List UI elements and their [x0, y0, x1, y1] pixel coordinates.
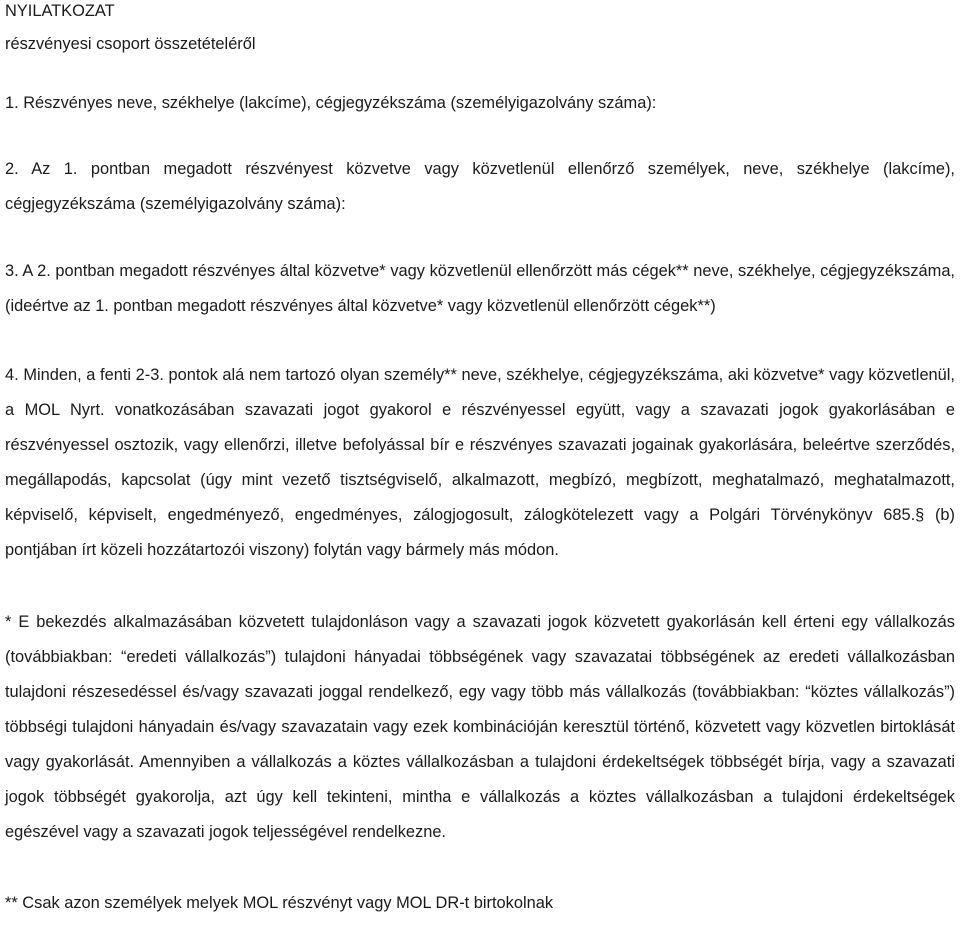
- item-2-controlling-persons: 2. Az 1. pontban megadott részvényest közvetve vagy közvetlenül ellenőrző személyek, neve, székhelye (lakcíme), cégjegyzékszáma (személyigazolvány száma):: [5, 160, 955, 213]
- document-subtitle: részvényesi csoport összetételéről: [5, 35, 256, 53]
- item-4-other-persons: 4. Minden, a fenti 2-3. pontok alá nem tartozó olyan személy** neve, székhelye, cégjegyzékszáma, aki közvetve* vagy közvetlenül, a MOL Nyrt. vonatkozásában szavazati jogot gyakorol e részvényessel együtt, vagy a szavazati jogok gyakorlásában e részvényessel osztozik, vagy ellenőrzi, illetve befolyással bír e részvényes szavazati jogainak gyakorlására, beleértve szerződés, megállapodás, kapcsolat (úgy mint vezető tisztségviselő, alkalmazott, megbízó, megbízott, meghatalmazó, meghatalmazott, képviselő, képviselt, engedményező, engedményes, zálogjogosult, zálogkötelezett vagy a Polgári Törvénykönyv 685.§ (b) pontjában írt közeli hozzátartozói viszony) folytán vagy bármely más módon.: [5, 366, 955, 559]
- footnote-indirect-ownership: * E bekezdés alkalmazásában közvetett tulajdonláson vagy a szavazati jogok közvetett gyakorlásán kell érteni egy vállalkozás (továbbiakban: “eredeti vállalkozás”) tulajdoni hányadai többségének vagy szavazatai többségének az eredeti vállalkozásban tulajdoni részesedéssel és/vagy szavazati joggal rendelkező, egy vagy több más vállalkozás (továbbiakban: “köztes vállalkozás”) többségi tulajdoni hányadain és/vagy szavazatain vagy ezek kombinációján keresztül történő, közvetett vagy közvetlen birtoklását vagy gyakorlását. Amennyiben a vállalkozás a köztes vállalkozásban a tulajdoni érdekeltségek többségét bírja, vagy a szavazati jogok többségét gyakorolja, azt úgy kell tekinteni, mintha e vállalkozás a köztes vállalkozásban a tulajdoni érdekeltségek egészével vagy a szavazati jogok teljességével rendelkezne.: [5, 613, 955, 841]
- footnote-mol-shareholders: ** Csak azon személyek melyek MOL részvényt vagy MOL DR-t birtokolnak: [5, 894, 554, 912]
- document-title: NYILATKOZAT: [5, 2, 115, 20]
- declaration-document: [5, 0, 955, 921]
- item-3-controlled-companies: 3. A 2. pontban megadott részvényes által közvetve* vagy közvetlenül ellenőrzött más cégek** neve, székhelye, cégjegyzékszáma, (ideértve az 1. pontban megadott részvényes által közvetve* vagy közvetlenül ellenőrzött cégek**): [5, 262, 955, 315]
- item-1-shareholder-details: 1. Részvényes neve, székhelye (lakcíme), cégjegyzékszáma (személyigazolvány száma):: [5, 94, 657, 112]
